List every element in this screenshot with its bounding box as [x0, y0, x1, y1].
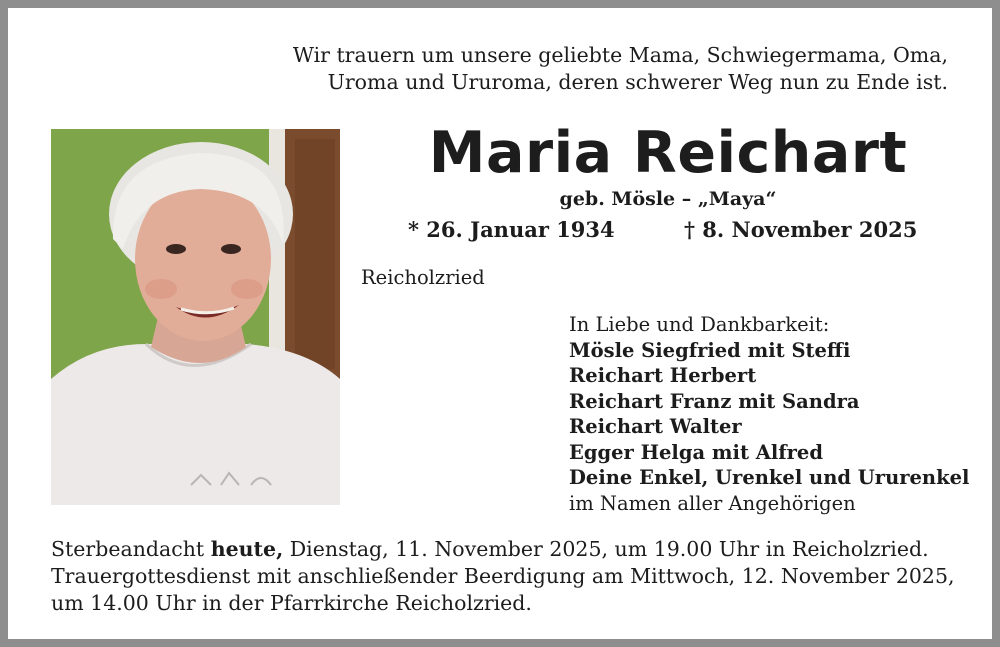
- birth-name: geb. Mösle – „Maya“: [559, 188, 777, 210]
- intro-text: [228, 42, 948, 96]
- portrait-photo: [51, 129, 340, 505]
- mourners-heading: In Liebe und Dankbarkeit:: [569, 313, 830, 336]
- mourner-name: Reichart Franz mit Sandra: [569, 389, 860, 413]
- notice-line-3: um 14.00 Uhr in der Pfarrkirche Reicholzried.: [51, 591, 532, 615]
- mourner-name: Egger Helga mit Alfred: [569, 440, 823, 464]
- birth-date: * 26. Januar 1934: [408, 217, 615, 242]
- notice-emphasis: heute,: [210, 537, 284, 561]
- mourners-list: [569, 312, 969, 516]
- residence-place: Reicholzried: [361, 266, 485, 289]
- notice-rest: Dienstag, 11. November 2025, um 19.00 Uhr in Reicholzried.: [289, 537, 929, 561]
- mourner-name: Reichart Walter: [569, 415, 742, 438]
- notice-line-2: Trauergottesdienst mit anschließender Beerdigung am Mittwoch, 12. November 2025,: [51, 564, 955, 588]
- mourners-footer: im Namen aller Angehörigen: [569, 491, 856, 515]
- intro-line-2: Uroma und Ururoma, deren schwerer Weg nun zu Ende ist.: [327, 70, 948, 94]
- mourner-name: Reichart Herbert: [569, 364, 757, 387]
- intro-line-1: Wir trauern um unsere geliebte Mama, Schwiegermama, Oma,: [292, 43, 948, 67]
- mourner-name: Mösle Siegfried mit Steffi: [569, 338, 851, 362]
- deceased-name: Maria Reichart: [428, 120, 908, 186]
- notice-prefix: Sterbeandacht: [51, 537, 205, 561]
- service-notice: [51, 536, 966, 617]
- death-date: † 8. November 2025: [684, 217, 918, 242]
- notice-line-1: [51, 536, 966, 563]
- mourner-name: Deine Enkel, Urenkel und Ururenkel: [569, 466, 970, 489]
